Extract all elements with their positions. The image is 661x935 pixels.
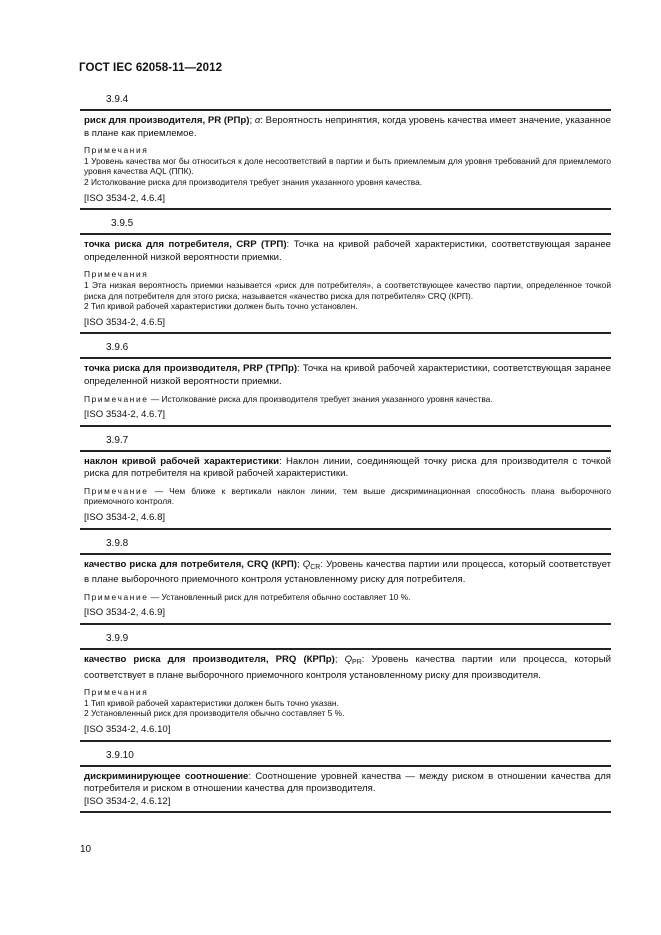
- term-source: [ISO 3534-2, 4.6.12]: [84, 795, 171, 807]
- term-source: [ISO 3534-2, 4.6.9]: [84, 607, 166, 619]
- page-number: 10: [80, 844, 92, 855]
- term-symbol-subscript: CR: [310, 563, 321, 571]
- terms-list: [80, 94, 611, 821]
- term-source: [ISO 3534-2, 4.6.4]: [84, 192, 166, 204]
- term-box: [80, 553, 611, 625]
- term-definition: наклон кривой рабочей характеристики: Наклон линии, соединяющей точку риска для производителя с точкой риска для потребителя на кривой рабочей характеристики.: [84, 455, 611, 480]
- term-number: 3.9.9: [106, 633, 129, 645]
- note-label: Примечание: [84, 485, 149, 496]
- term-text: Соотношение уровней качества — между риском в отношении качества для потребителя и риском в отношении качества для производителя.: [84, 770, 611, 795]
- term-box: [80, 233, 611, 334]
- term-source: [ISO 3534-2, 4.6.7]: [84, 409, 166, 421]
- term-name: дискриминирующее соотношение: [84, 770, 249, 782]
- term-box: [80, 450, 611, 530]
- term-name: точка риска для потребителя, CRP (ТРП): [84, 239, 287, 251]
- term-definition: дискриминирующее соотношение: Соотношение уровней качества — между риском в отношении качества для потребителя и риском в отношении качества для производителя.: [84, 770, 611, 795]
- term-text: Уровень качества партии или процесса, который соответствует в плане выборочного приемочного контроля установленному риску для потребителя.: [84, 558, 611, 586]
- term-notes: [84, 145, 611, 187]
- term-text: Точка на кривой рабочей характеристики, соответствующая заранее определенной низкой вероятности приемки.: [84, 239, 611, 263]
- term-entry-3-9-4: [80, 94, 611, 210]
- term-definition: риск для производителя, PR (РПр); α: Вероятность непринятия, когда уровень качества имеет значение, указанное в плане как приемлемое.: [84, 115, 611, 139]
- note-text: Установленный риск для потребителя обычно составляет 10 %.: [161, 591, 411, 602]
- term-number: 3.9.7: [106, 434, 129, 446]
- term-number: 3.9.6: [106, 342, 129, 354]
- term-box: [80, 648, 611, 742]
- term-symbol: α: [254, 115, 261, 126]
- term-name: качество риска для производителя, PRQ (КРПр): [84, 654, 335, 666]
- term-note: Примечание — Установленный риск для потребителя обычно составляет 10 %.: [84, 591, 411, 602]
- note-text: Чем ближе к вертикали наклон линии, тем выше дискриминационная способность плана выборочного приемочного контроля.: [84, 485, 612, 507]
- note-item: 1 Уровень качества мог бы относиться к доле несоответствий в партии и быть приемлемым для уровня требований для приемлемого уровня качества AQL (ППК).: [84, 155, 611, 177]
- term-box: [80, 765, 611, 814]
- notes-heading: Примечания: [84, 145, 149, 156]
- term-box: [80, 109, 611, 210]
- term-text: Уровень качества партии или процесса, который соответствует в плане выборочного приемочного контроля установленному риску для производителя.: [84, 654, 611, 681]
- term-notes: [84, 269, 611, 311]
- term-name: точка риска для производителя, PRP (ТРПр): [84, 363, 298, 375]
- note-label: Примечание: [84, 591, 149, 602]
- term-name: качество риска для потребителя, CRQ (КРП): [84, 558, 297, 570]
- note-text: Истолкование риска для производителя требует знания указанного уровня качества.: [161, 393, 493, 404]
- term-number: 3.9.4: [106, 94, 129, 105]
- term-note: Примечание — Чем ближе к вертикали наклон линии, тем выше дискриминационная способность плана выборочного приемочного контроля.: [84, 485, 612, 507]
- term-entry-3-9-5: [80, 218, 611, 334]
- term-source: [ISO 3534-2, 4.6.5]: [84, 316, 166, 328]
- term-entry-3-9-8: [80, 538, 611, 625]
- term-entry-3-9-6: [80, 342, 611, 426]
- term-note: Примечание — Истолкование риска для производителя требует знания указанного уровня качества.: [84, 393, 493, 404]
- term-definition: качество риска для потребителя, CRQ (КРП); $Q_{CR}$: Уровень качества партии или процесса, который соответствует в плане выборочного приемочного контроля установленному риску для потребителя.: [84, 558, 611, 586]
- note-item: 2 Установленный риск для производителя обычно составляет 5 %.: [84, 708, 345, 719]
- term-source: [ISO 3534-2, 4.6.8]: [84, 512, 166, 524]
- term-text: Точка на кривой рабочей характеристики, соответствующая заранее определенной низкой вероятности приемки.: [84, 363, 611, 387]
- notes-heading: Примечания: [84, 687, 149, 698]
- term-text: Наклон линии, соединяющей точку риска для производителя с точкой риска для потребителя на кривой рабочей характеристики.: [84, 455, 611, 480]
- term-number: 3.9.5: [111, 218, 134, 230]
- term-number: 3.9.8: [106, 537, 129, 549]
- document-header: ГОСТ IEC 62058-11—2012: [79, 62, 223, 74]
- term-symbol: Q: [344, 654, 353, 666]
- term-notes: [84, 687, 611, 719]
- notes-heading: Примечания: [84, 269, 149, 280]
- term-entry-3-9-9: [80, 633, 611, 742]
- term-source: [ISO 3534-2, 4.6.10]: [84, 724, 171, 735]
- term-entry-3-9-10: [80, 750, 611, 814]
- note-item: 1 Тип кривой рабочей характеристики должен быть точно указан.: [84, 697, 339, 708]
- term-definition: точка риска для потребителя, CRP (ТРП): Точка на кривой рабочей характеристики, соответствующая заранее определенной низкой вероятности приемки.: [84, 239, 611, 263]
- note-item: 1 Эта низкая вероятность приемки называется «риск для потребителя», а соответствующее качество партии, определенное точкой риска для потребителя для этого риска, называется «качество риска для потребителя» CRQ (КРП).: [84, 279, 611, 301]
- term-definition: точка риска для производителя, PRP (ТРПр): Точка на кривой рабочей характеристики, соответствующая заранее определенной низкой вероятности приемки.: [84, 363, 611, 387]
- note-item: 2 Истолкование риска для производителя требует знания указанного уровня качества.: [84, 176, 423, 187]
- term-text: Вероятность непринятия, когда уровень качества имеет значение, указанное в плане как приемлемое.: [84, 115, 611, 139]
- term-symbol: Q: [302, 558, 311, 570]
- note-label: Примечание: [84, 393, 149, 404]
- term-definition: качество риска для производителя, PRQ (КРПр); $Q_{PR}$: Уровень качества партии или процесса, который соответствует в плане выборочного приемочного контроля установленному риску для производителя.: [84, 654, 611, 681]
- term-name: риск для производителя, PR (РПр): [84, 115, 250, 126]
- term-name: наклон кривой рабочей характеристики: [84, 455, 280, 467]
- note-item: 2 Тип кривой рабочей характеристики должен быть точно установлен.: [84, 301, 358, 312]
- term-entry-3-9-7: [80, 435, 611, 530]
- term-symbol-subscript: PR: [352, 659, 362, 667]
- term-box: [80, 357, 611, 426]
- term-number: 3.9.10: [106, 749, 134, 761]
